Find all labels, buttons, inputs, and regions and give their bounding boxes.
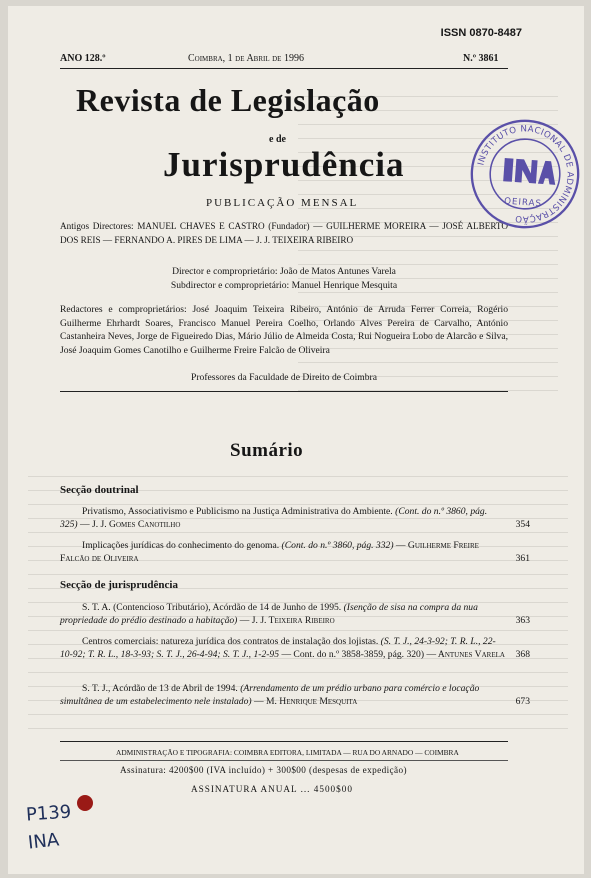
stamp-logo-i [503, 158, 513, 182]
handwritten-line-1: P139 [25, 801, 72, 826]
volume-year: ANO 128.º [60, 53, 106, 64]
title-line-2: Jurisprudência [163, 145, 405, 184]
entry-title: Privatismo, Associativismo e Publicismo na Justiça Administrativa do Ambiente. [82, 506, 393, 517]
summary-entry [60, 539, 530, 565]
stamp-logo-n [515, 159, 538, 184]
title-conjunction: e de [269, 134, 286, 145]
section-doctrinal: Secção doutrinal [60, 484, 139, 496]
stamp-place: OEIRAS [503, 196, 543, 210]
entry-author: — J. J. Gomes Canotilho [80, 519, 181, 530]
stamp-ring-text: INSTITUTO NACIONAL DE ADMINISTRAÇÃO [476, 124, 575, 224]
issn-label: ISSN 0870-8487 [440, 27, 522, 39]
entry-author: — J. J. Teixeira Ribeiro [239, 615, 335, 626]
publisher-line: ADMINISTRAÇÃO E TIPOGRAFIA: COIMBRA EDITORA, LIMITADA — RUA DO ARNADO — COIMBRA [116, 748, 459, 757]
entry-page: 363 [515, 615, 530, 626]
entry-page: 361 [515, 553, 530, 564]
library-stamp [463, 112, 584, 236]
entry-reference: (Cont. do n.º 3860, pág. 325) [60, 506, 488, 530]
title-line-1: Revista de Legislação [76, 82, 380, 118]
entry-reference: (Isenção de sisa na compra da nua propriedade do prédio destinado a habitação) [60, 602, 478, 626]
entry-title: Implicações jurídicas do conhecimento do genoma. [82, 540, 280, 551]
issue-number: N.º 3861 [463, 53, 499, 64]
entry-author: — M. Henrique Mesquita [253, 696, 358, 707]
section-jurisprudence: Secção de jurisprudência [60, 579, 178, 591]
summary-entry [60, 601, 530, 627]
summary-heading: Sumário [230, 440, 304, 461]
entry-page: 673 [515, 696, 530, 707]
handwritten-line-2: INA [26, 829, 61, 854]
entry-reference: (Cont. do n.º 3860, pág. 332) [281, 540, 394, 551]
footer-rule-thin [60, 760, 508, 761]
director: Director e comproprietário: João de Matos Antunes Varela [172, 266, 396, 277]
entry-reference: (S. T. J., 24-3-92; T. R. L., 22-10-92; T. R. L., 18-3-93; S. T. J., 26-4-94; S. T. J., 1-2-95 [60, 636, 496, 660]
entry-reference-continued: — Cont. do n.º 3858-3859, pág. 320) [281, 649, 425, 660]
summary-entry [60, 505, 530, 531]
entry-author: — Guilherme Freire Falcão de Oliveira [60, 540, 479, 564]
entry-page: 368 [515, 649, 530, 660]
former-directors: Antigos Directores: MANUEL CHAVES E CASTRO (Fundador) — GUILHERME MOREIRA — JOSÉ ALBERTO DOS REIS — FERNANDO A. PIRES DE LIMA — J. J. TEIXEIRA RIBEIRO [60, 221, 508, 245]
handwritten-shelfmark [16, 801, 94, 869]
section-rule [60, 391, 508, 392]
summary-entry [60, 635, 530, 661]
entry-reference: (Arrendamento de um prédio urbano para comércio e locação simultânea de um estabelecimento nele instalado) [60, 683, 480, 707]
journal-cover [8, 6, 584, 874]
footer-rule [60, 741, 508, 742]
subscription-line: Assinatura: 4200$00 (IVA incluído) + 300$00 (despesas de expedição) [120, 765, 407, 775]
entry-title: S. T. J., Acórdão de 13 de Abril de 1994. [82, 683, 238, 694]
editors: Redactores e comproprietários: José Joaquim Teixeira Ribeiro, António de Arruda Ferrer Correia, Rogério Guilherme Ehrhardt Soares, Francisco Manuel Pereira Coelho, Orlando Alves Pereira de Carvalho, António Castanheira Neves, Jorge de Figueiredo Dias, Mário Júlio de Almeida Costa, Rui Nogueira Lobo de Alarcão e Silva, José Joaquim Gomes Canotilho e Guilherme Freire Falcão de Oliveira [60, 304, 508, 356]
stamp-logo-a [538, 160, 557, 184]
header-rule [60, 68, 508, 69]
entry-title: Centros comerciais: natureza jurídica dos contratos de instalação dos lojistas. [82, 636, 379, 647]
place-date: Coimbra, 1 de Abril de 1996 [188, 53, 304, 64]
entry-author: — Antunes Varela [426, 649, 505, 660]
annual-subscription: ASSINATURA ANUAL ... 4500$00 [191, 784, 353, 794]
subtitle: PUBLICAÇÃO MENSAL [206, 197, 359, 209]
affiliation: Professores da Faculdade de Direito de Coimbra [191, 372, 377, 383]
subdirector: Subdirector e comproprietário: Manuel Henrique Mesquita [170, 280, 398, 291]
entry-title: S. T. A. (Contencioso Tributário), Acórdão de 14 de Junho de 1995. [82, 602, 342, 613]
summary-entry [60, 682, 530, 708]
entry-page: 354 [515, 519, 530, 530]
